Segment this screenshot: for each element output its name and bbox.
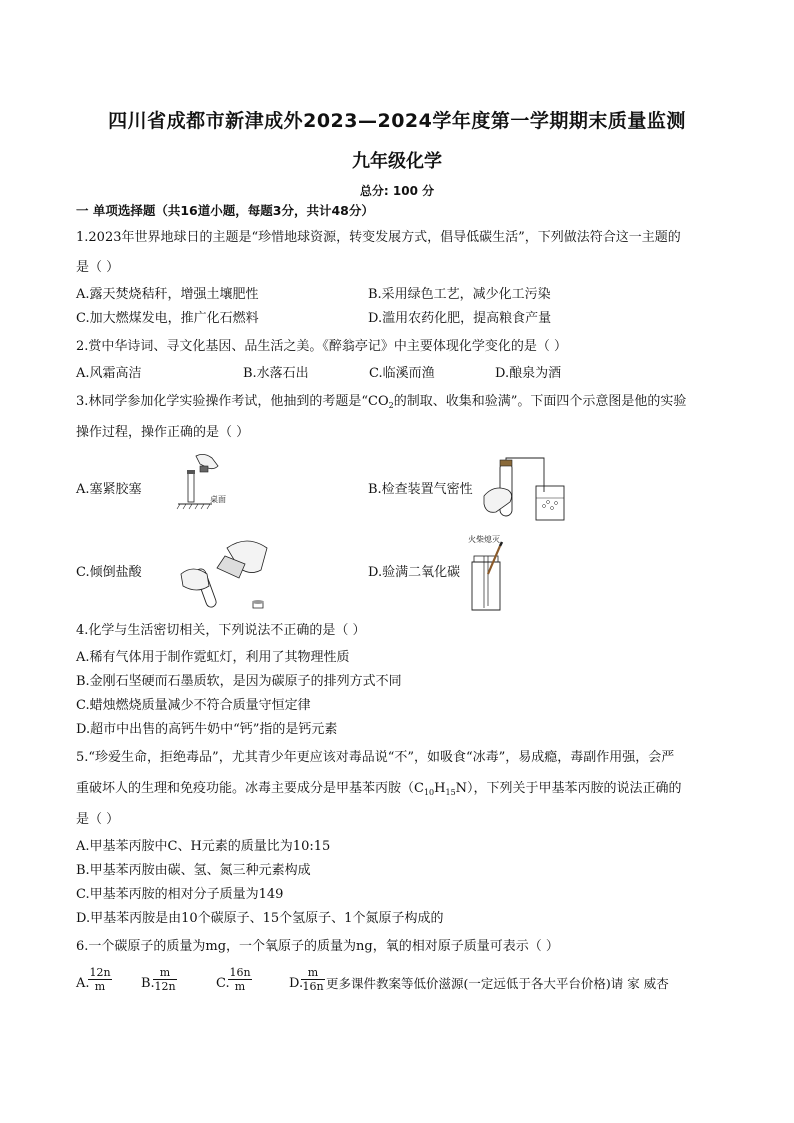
q3-option-a: A.塞紧胶塞 xyxy=(76,482,142,497)
q6-option-c-label: C. xyxy=(216,976,230,991)
figure-verify-co2 xyxy=(460,534,526,614)
q5-stem-line2: 重破坏人的生理和免疫功能。冰毒主要成分是甲基苯丙胺$(C_{10}H_{15}N)$，下列关于甲基苯丙胺的说法正确的 xyxy=(76,781,682,797)
figure-stopper-on-desk xyxy=(176,452,240,524)
q4-option-c: C.蜡烛燃烧质量减少不符合质量守恒定律 xyxy=(76,698,311,713)
fraction-denominator: 12n xyxy=(154,980,176,993)
match-out-label: 火柴熄灭 xyxy=(468,535,500,544)
q1-option-b: B.采用绿色工艺，减少化工污染 xyxy=(368,287,551,302)
q3-option-d: D.验满二氧化碳 xyxy=(368,565,461,580)
exam-subtitle: 九年级化学 xyxy=(352,151,442,172)
q3-option-c: C.倾倒盐酸 xyxy=(76,565,142,580)
figure-pour-acid xyxy=(177,538,273,614)
q1-stem-line1: 1.2023年世界地球日的主题是“珍惜地球资源，转变发展方式，倡导低碳生活”，下列做法符合这一主题的 xyxy=(76,230,681,245)
exam-title: 四川省成都市新津成外2023—2024学年度第一学期期末质量监测 xyxy=(108,110,686,132)
q6-option-d-label: D. xyxy=(289,976,304,991)
q6-option-b-label: B. xyxy=(141,976,155,991)
q4-stem: 4.化学与生活密切相关，下列说法不正确的是（ ） xyxy=(76,623,366,638)
q2-option-d: D.酿泉为酒 xyxy=(495,366,562,381)
fraction-numerator: 16n xyxy=(229,966,251,979)
section-heading: 一 单项选择题（共16道小题，每题3分，共计48分） xyxy=(76,203,374,218)
q6-option-a-label: A. xyxy=(76,976,90,991)
figure-airtightness-check xyxy=(482,456,568,524)
q1-option-d: D.滥用农药化肥，提高粮食产量 xyxy=(368,311,552,326)
q3-stem-line1: 3.林同学参加化学实验操作考试，他抽到的考题是“$CO_2$的制取、收集和验满”。下面四个示意图是他的实验 xyxy=(76,394,687,410)
q6-stem: 6.一个碳原子的质量为mg，一个氧原子的质量为ng，氧的相对原子质量可表示（ ） xyxy=(76,939,559,954)
q3-stem-line2: 操作过程，操作正确的是（ ） xyxy=(76,425,250,440)
q6-option-b-fraction xyxy=(153,966,177,993)
q1-option-a: A.露天焚烧秸秆，增强土壤肥性 xyxy=(76,287,259,302)
fraction-numerator: 12n xyxy=(89,966,111,979)
q5-stem-line1: 5.“珍爱生命，拒绝毒品”，尤其青少年更应该对毒品说“不”，如吸食“冰毒”，易成瘾，毒副作用强，会严 xyxy=(76,750,675,765)
fraction-numerator: m xyxy=(301,966,325,980)
fraction-denominator: m xyxy=(94,980,106,993)
q4-option-d: D.超市中出售的高钙牛奶中“钙”指的是钙元素 xyxy=(76,722,338,737)
q5-option-a: A.甲基苯丙胺中C、H元素的质量比为10:15 xyxy=(76,839,331,854)
fraction-numerator: m xyxy=(153,966,177,980)
q5-stem-line3: 是（ ） xyxy=(76,812,120,827)
q6-option-a-fraction xyxy=(88,966,112,993)
q1-option-c: C.加大燃煤发电，推广化石燃料 xyxy=(76,311,259,326)
fraction-denominator: 16n xyxy=(302,980,324,993)
q4-option-a: A.稀有气体用于制作霓虹灯，利用了其物理性质 xyxy=(76,650,350,665)
q2-option-a: A.风霜高洁 xyxy=(76,366,142,381)
fraction-denominator: m xyxy=(234,980,246,993)
q5-option-d: D.甲基苯丙胺是由10个碳原子、15个氢原子、1个氮原子构成的 xyxy=(76,911,444,926)
q5-option-b: B.甲基苯丙胺由碳、氢、氮三种元素构成 xyxy=(76,863,311,878)
q4-option-b: B.金刚石坚硬而石墨质软，是因为碳原子的排列方式不同 xyxy=(76,674,402,689)
q6-option-c-fraction xyxy=(228,966,252,993)
q5-option-c: C.甲基苯丙胺的相对分子质量为149 xyxy=(76,887,284,902)
q6-option-d-fraction xyxy=(301,966,325,993)
q2-option-b: B.水落石出 xyxy=(243,366,309,381)
q3-option-b: B.检查装置气密性 xyxy=(368,482,473,497)
q1-stem-line2: 是（ ） xyxy=(76,260,120,275)
total-score: 总分: 100 分 xyxy=(359,184,435,198)
promo-text: 更多课件教案等低价滋源(一定远低于各大平台价格)请 家 威杏 xyxy=(326,976,669,991)
desk-label: 桌面 xyxy=(210,495,226,504)
q2-stem: 2.赏中华诗词、寻文化基因、品生活之美。《醉翁亭记》中主要体现化学变化的是（ ） xyxy=(76,339,568,354)
q2-option-c: C.临溪而渔 xyxy=(369,366,435,381)
